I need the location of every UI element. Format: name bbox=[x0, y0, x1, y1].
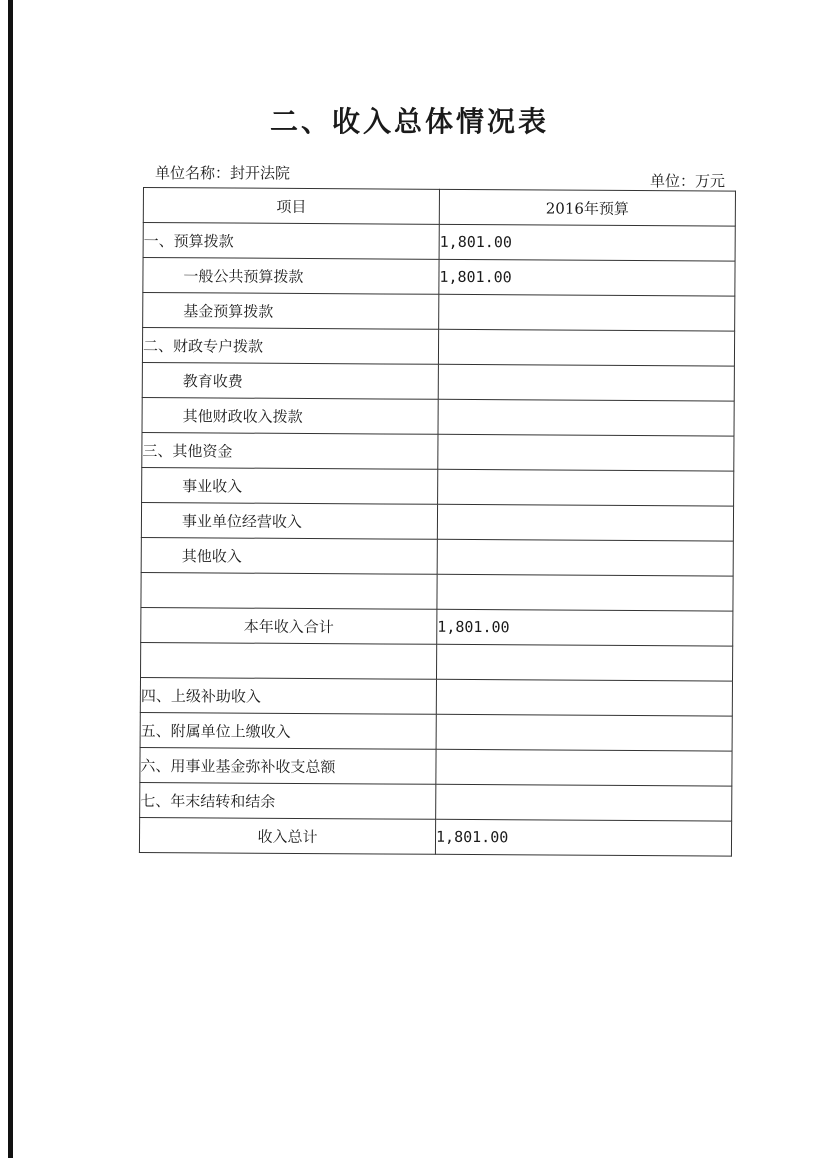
income-summary-table bbox=[139, 187, 736, 857]
row-value bbox=[438, 434, 734, 471]
row-value bbox=[437, 574, 733, 611]
unit-label: 单位：万元 bbox=[650, 172, 726, 190]
row-value bbox=[438, 469, 734, 506]
row-item: 其他财政收入拨款 bbox=[142, 397, 438, 434]
row-value: 1,801.00 bbox=[435, 819, 731, 856]
row-item: 事业收入 bbox=[142, 467, 438, 504]
row-value bbox=[436, 714, 732, 751]
table-row bbox=[140, 747, 732, 786]
row-item: 七、年末结转和结余 bbox=[140, 782, 436, 819]
row-item: 教育收费 bbox=[142, 362, 438, 399]
row-item: 事业单位经营收入 bbox=[141, 502, 437, 539]
table-row bbox=[140, 782, 732, 821]
row-value bbox=[438, 329, 734, 366]
table-row bbox=[143, 293, 735, 332]
row-value bbox=[439, 294, 735, 331]
row-value bbox=[436, 749, 732, 786]
row-value bbox=[437, 504, 733, 541]
table-header-row bbox=[143, 188, 735, 227]
row-item: 收入总计 bbox=[139, 817, 435, 854]
row-item: 六、用事业基金弥补收支总额 bbox=[140, 747, 436, 784]
table-row bbox=[142, 328, 734, 367]
table-row bbox=[140, 712, 732, 751]
row-value: 1,801.00 bbox=[437, 609, 733, 646]
row-item: 二、财政专户拨款 bbox=[142, 328, 438, 365]
row-value bbox=[436, 679, 732, 716]
row-item: 本年收入合计 bbox=[141, 607, 437, 644]
row-item: 其他收入 bbox=[141, 537, 437, 574]
table-row bbox=[141, 502, 733, 541]
table-row bbox=[140, 677, 732, 716]
table-row bbox=[142, 397, 734, 436]
row-item: 五、附属单位上缴收入 bbox=[140, 712, 436, 749]
row-item: 四、上级补助收入 bbox=[140, 677, 436, 714]
unit-name-label: 单位名称：封开法院 bbox=[155, 164, 291, 182]
table-row bbox=[143, 223, 735, 262]
scan-edge bbox=[8, 0, 13, 1158]
row-item: 一般公共预算拨款 bbox=[143, 258, 439, 295]
table-row bbox=[141, 642, 733, 681]
row-item: 基金预算拨款 bbox=[143, 293, 439, 330]
table-row bbox=[139, 817, 731, 856]
row-item bbox=[141, 642, 437, 679]
row-value bbox=[438, 399, 734, 436]
header-budget: 2016年预算 bbox=[439, 189, 735, 226]
page-title: 二、收入总体情况表 bbox=[269, 105, 549, 138]
row-value bbox=[436, 644, 732, 681]
row-value bbox=[436, 784, 732, 821]
row-value bbox=[438, 364, 734, 401]
table-row bbox=[141, 537, 733, 576]
table-row bbox=[142, 432, 734, 471]
table-row bbox=[142, 467, 734, 506]
header-item: 项目 bbox=[143, 188, 439, 225]
table-row bbox=[141, 572, 733, 611]
row-value: 1,801.00 bbox=[439, 259, 735, 296]
row-item bbox=[141, 572, 437, 609]
table-row bbox=[142, 362, 734, 401]
row-item: 一、预算拨款 bbox=[143, 223, 439, 260]
row-value bbox=[437, 539, 733, 576]
table-row bbox=[143, 258, 735, 297]
row-value: 1,801.00 bbox=[439, 224, 735, 261]
row-item: 三、其他资金 bbox=[142, 432, 438, 469]
table-row bbox=[141, 607, 733, 646]
